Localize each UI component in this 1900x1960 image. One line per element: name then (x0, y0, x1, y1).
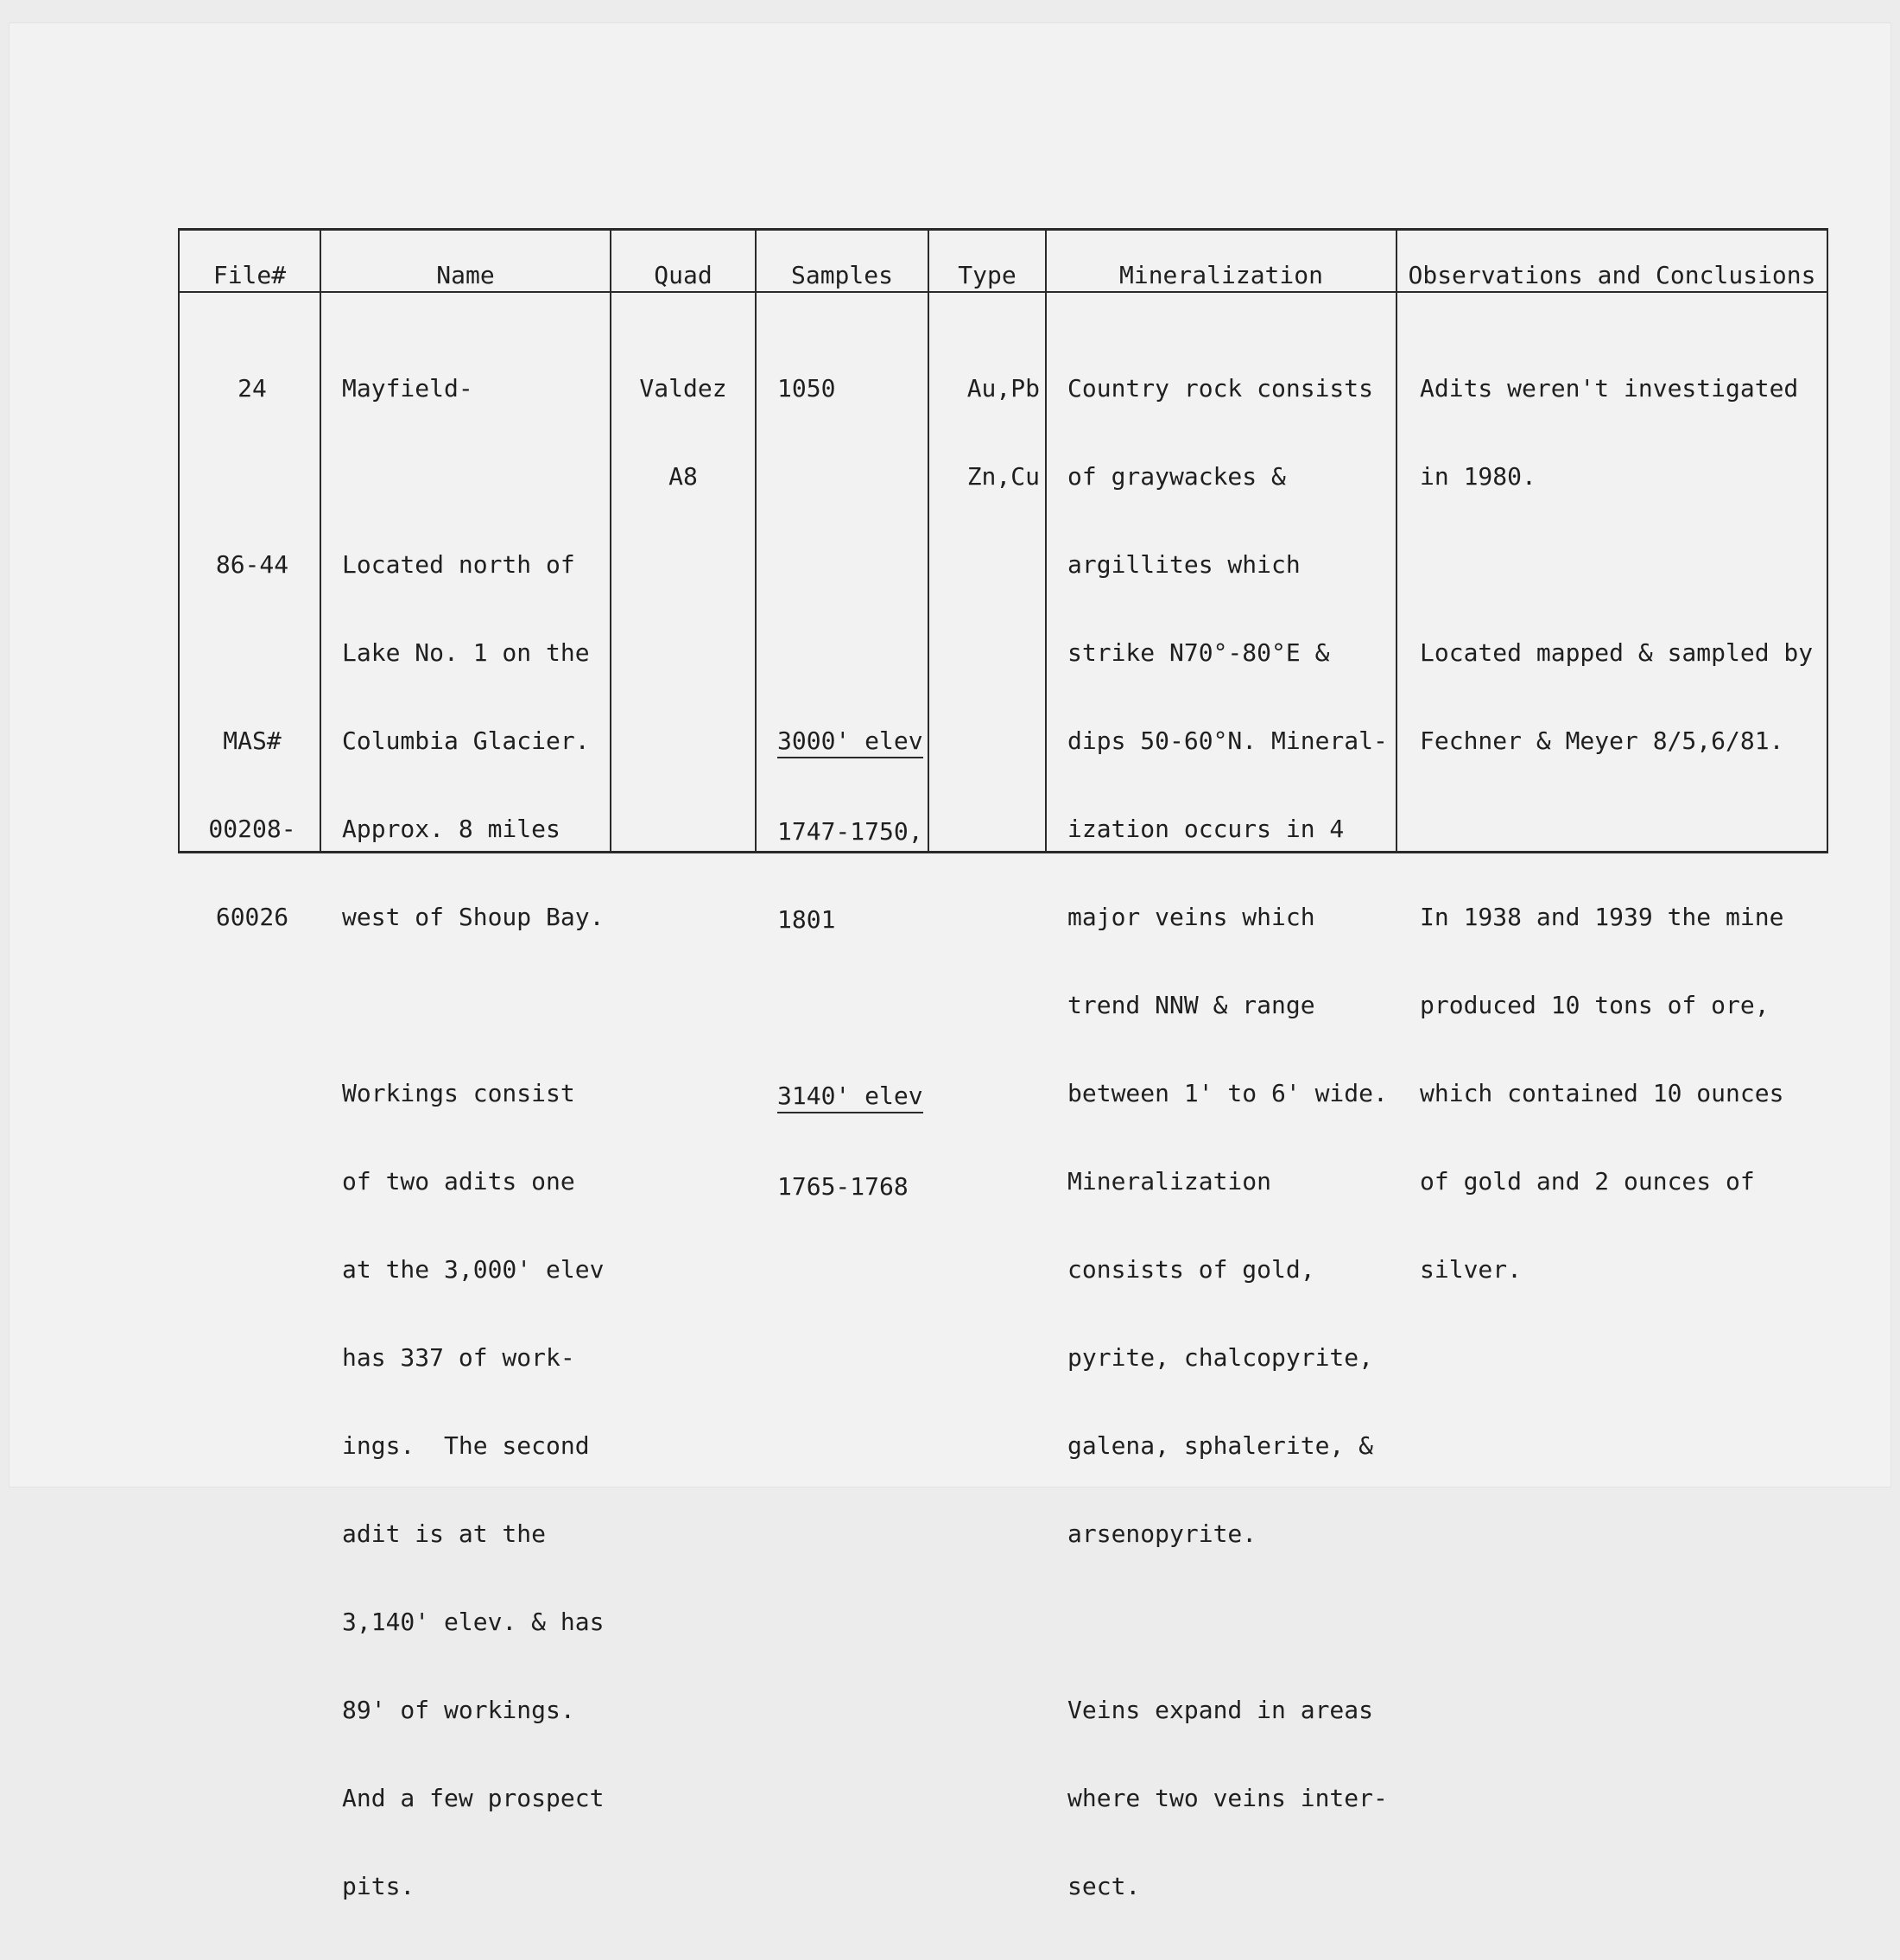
name-text-line: 3,140' elev. & has (342, 1608, 605, 1636)
metal-types: Zn,Cu (966, 462, 1040, 491)
cell-samples (757, 315, 928, 1260)
observation-line: silver. (1420, 1255, 1523, 1284)
sample-elevation: 3140' elev (777, 1081, 923, 1113)
column-type (929, 231, 1047, 851)
mineralization-line: galena, sphalerite, & (1067, 1431, 1374, 1460)
mine-name: Mayfield- (342, 374, 473, 403)
name-text-line: of two adits one (342, 1167, 575, 1196)
mineralization-line: Country rock consists (1067, 374, 1374, 403)
mineralization-line: pyrite, chalcopyrite, (1067, 1343, 1374, 1372)
header-samples: Samples (757, 231, 928, 293)
mas-label: MAS# (223, 726, 282, 755)
observation-line: of gold and 2 ounces of (1420, 1167, 1755, 1196)
column-quad (611, 231, 757, 851)
mineralization-line: Mineralization (1067, 1167, 1272, 1196)
sample-number: 1050 (777, 374, 836, 403)
header-quad: Quad (611, 231, 755, 293)
name-text-line: adit is at the (342, 1519, 547, 1548)
mineralization-line: major veins which (1067, 903, 1315, 931)
mineralization-line: consists of gold, (1067, 1255, 1315, 1284)
mineralization-line: trend NNW & range (1067, 991, 1315, 1019)
observation-line: Located mapped & sampled by (1420, 638, 1814, 667)
name-text-line: Approx. 8 miles (342, 815, 560, 843)
mineralization-line: Veins expand in areas (1067, 1696, 1374, 1724)
quad-name: Valdez (639, 374, 727, 403)
mineralization-line: strike N70°-80°E & (1067, 638, 1330, 667)
observation-line: Adits weren't investigated (1420, 374, 1799, 403)
cell-name (321, 315, 610, 1960)
header-file: File# (180, 231, 320, 293)
cell-file (180, 315, 320, 991)
cell-mineralization (1047, 315, 1396, 1960)
file-code: 86-44 (215, 550, 289, 579)
mineralization-line: dips 50-60°N. Mineral- (1067, 726, 1388, 755)
header-type: Type (929, 231, 1045, 293)
sample-number: 1801 (777, 905, 836, 934)
name-text-line: Workings consist (342, 1079, 575, 1107)
column-observations (1397, 231, 1827, 1284)
document-page (9, 22, 1891, 1900)
name-text-line: And a few prospect (342, 1784, 605, 1812)
name-text-line: ings. The second (342, 1431, 590, 1460)
mas-number-1: 00208- (208, 815, 296, 843)
mas-number-2: 60026 (215, 903, 289, 931)
sample-range: 1747-1750, (777, 817, 923, 846)
column-samples (757, 231, 929, 1201)
mineralization-line: between 1' to 6' wide. (1067, 1079, 1388, 1107)
column-name (321, 231, 611, 1900)
header-mineralization: Mineralization (1047, 231, 1396, 293)
mineralization-line: arsenopyrite. (1067, 1519, 1257, 1548)
cell-quad (611, 315, 755, 550)
column-mineralization (1047, 231, 1397, 1900)
name-text-line: 89' of workings. (342, 1696, 575, 1724)
name-text-line: has 337 of work- (342, 1343, 575, 1372)
name-text-line: Lake No. 1 on the (342, 638, 590, 667)
observation-line: which contained 10 ounces (1420, 1079, 1784, 1107)
file-number: 24 (238, 374, 267, 403)
cell-observations (1397, 315, 1827, 1343)
header-name: Name (321, 231, 610, 293)
sample-range: 1765-1768 (777, 1172, 909, 1201)
mineralization-line: of graywackes & (1067, 462, 1286, 491)
mineralization-line: ization occurs in 4 (1067, 815, 1345, 843)
name-text-line: west of Shoup Bay. (342, 903, 605, 931)
metal-types: Au,Pb (966, 374, 1040, 403)
column-file (180, 231, 321, 931)
observation-line: In 1938 and 1939 the mine (1420, 903, 1784, 931)
name-text-line: at the 3,000' elev (342, 1255, 605, 1284)
header-observations: Observations and Conclusions (1397, 231, 1827, 293)
mine-data-table (178, 228, 1828, 1900)
cell-type (929, 315, 1045, 550)
observation-line: in 1980. (1420, 462, 1536, 491)
mineralization-line: where two veins inter- (1067, 1784, 1388, 1812)
mineralization-line: sect. (1067, 1872, 1141, 1900)
mineralization-line: argillites which (1067, 550, 1301, 579)
name-text-line: Located north of (342, 550, 575, 579)
observation-line: produced 10 tons of ore, (1420, 991, 1770, 1019)
quad-code: A8 (668, 462, 698, 491)
observation-line: Fechner & Meyer 8/5,6/81. (1420, 726, 1784, 755)
name-text-line: Columbia Glacier. (342, 726, 590, 755)
sample-elevation: 3000' elev (777, 726, 923, 758)
name-text-line: pits. (342, 1872, 415, 1900)
